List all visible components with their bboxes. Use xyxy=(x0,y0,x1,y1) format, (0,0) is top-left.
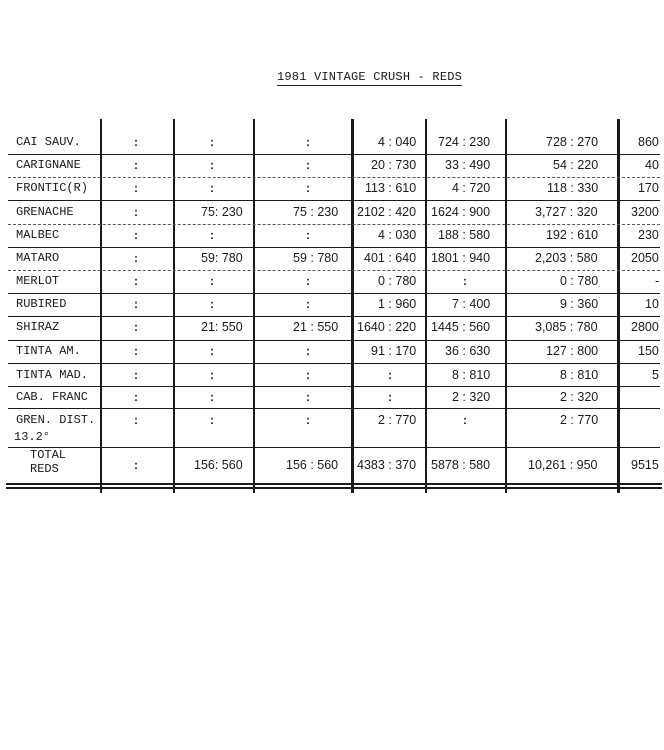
table-cell-c6: 192 : 610 xyxy=(546,228,599,242)
variety-label: TINTA AM. xyxy=(16,344,81,358)
total-double-rule xyxy=(6,487,662,489)
table-cell-c5: 2 : 320 xyxy=(452,390,491,404)
table-cell-c1: : xyxy=(134,413,138,427)
table-cell-c7: 2050 xyxy=(631,251,659,265)
table-cell-c4: 4 : 030 xyxy=(378,228,417,242)
table-cell-c1: : xyxy=(134,390,138,404)
table-cell-c5: 1624 : 900 xyxy=(431,205,491,219)
table-cell-c4: 2102 : 420 xyxy=(357,205,417,219)
table-cell-c5: : xyxy=(463,274,467,288)
table-cell-c1: : xyxy=(134,158,138,172)
total-cell-c1: : xyxy=(134,458,138,472)
variety-label: SHIRAZ xyxy=(16,320,60,334)
row-rule xyxy=(8,154,660,155)
table-cell-c4: : xyxy=(388,390,392,404)
table-cell-c3: 59 : 780 xyxy=(293,251,339,265)
table-cell-c7: 5 xyxy=(652,368,659,382)
table-cell-c7: 3200 xyxy=(631,205,659,219)
table-cell-c6: 2 : 320 xyxy=(560,390,599,404)
table-cell-c1: : xyxy=(134,297,138,311)
total-cell-c3: 156 : 560 xyxy=(286,458,339,472)
table-cell-c4: 1 : 960 xyxy=(378,297,417,311)
table-cell-c5: 33 : 490 xyxy=(445,158,491,172)
total-cell-c4: 4383 : 370 xyxy=(357,458,417,472)
table-cell-c3: 75 : 230 xyxy=(293,205,339,219)
table-cell-c1: : xyxy=(134,274,138,288)
table-cell-c2: : xyxy=(210,274,214,288)
table-cell-c6: 8 : 810 xyxy=(560,368,599,382)
table-cell-c3: : xyxy=(306,344,310,358)
table-cell-c6: 9 : 360 xyxy=(560,297,599,311)
row-rule xyxy=(8,340,660,341)
table-cell-c4: 4 : 040 xyxy=(378,135,417,149)
table-cell-c5: 1801 : 940 xyxy=(431,251,491,265)
table-cell-c1: : xyxy=(134,320,138,334)
row-rule xyxy=(8,270,660,271)
table-cell-c5: 1445 : 560 xyxy=(431,320,491,334)
table-cell-c3: : xyxy=(306,368,310,382)
table-cell-c1: : xyxy=(134,181,138,195)
table-cell-c2: : xyxy=(210,228,214,242)
table-cell-c7: 150 xyxy=(638,344,659,358)
variety-label: CAB. FRANC xyxy=(16,390,89,404)
table-cell-c2: 21: 550 xyxy=(201,320,243,334)
table-cell-c5: 8 : 810 xyxy=(452,368,491,382)
page-title: 1981 VINTAGE CRUSH - REDS xyxy=(277,70,463,84)
variety-label: TINTA MAD. xyxy=(16,368,89,382)
column-rule xyxy=(617,119,620,493)
table-cell-c5: 724 : 230 xyxy=(438,135,491,149)
table-cell-c2: : xyxy=(210,297,214,311)
table-cell-c3: : xyxy=(306,390,310,404)
row-rule xyxy=(8,293,660,294)
table-cell-c1: : xyxy=(134,228,138,242)
variety-label: GREN. DIST. xyxy=(16,413,96,427)
row-rule xyxy=(8,200,660,201)
table-cell-c3: 21 : 550 xyxy=(293,320,339,334)
table-cell-c4: 2 : 770 xyxy=(378,413,417,427)
variety-label: FRONTIC(R) xyxy=(16,181,89,195)
row-rule xyxy=(8,177,660,178)
table-cell-c1: : xyxy=(134,344,138,358)
variety-sublabel: 13.2° xyxy=(14,430,51,444)
table-cell-c7: - xyxy=(655,274,660,288)
table-cell-c7: 170 xyxy=(638,181,659,195)
table-cell-c6: 3,727 : 320 xyxy=(535,205,598,219)
table-cell-c4: 20 : 730 xyxy=(371,158,417,172)
table-cell-c5: : xyxy=(463,413,467,427)
table-cell-c6: 728 : 270 xyxy=(546,135,599,149)
variety-label: RUBIRED xyxy=(16,297,67,311)
table-cell-c4: 401 : 640 xyxy=(364,251,417,265)
column-rule xyxy=(100,119,102,493)
table-cell-c2: 75: 230 xyxy=(201,205,243,219)
table-cell-c6: 118 : 330 xyxy=(547,181,599,195)
table-cell-c3: : xyxy=(306,158,310,172)
total-label-2: REDS xyxy=(30,462,59,476)
table-cell-c3: : xyxy=(306,135,310,149)
table-cell-c1: : xyxy=(134,251,138,265)
total-cell-c6: 10,261 : 950 xyxy=(528,458,598,472)
table-cell-c6: 2 : 770 xyxy=(560,413,599,427)
table-cell-c4: 91 : 170 xyxy=(371,344,417,358)
table-cell-c5: 4 : 720 xyxy=(452,181,491,195)
table-cell-c2: : xyxy=(210,344,214,358)
variety-label: GRENACHE xyxy=(16,205,74,219)
table-cell-c3: : xyxy=(306,297,310,311)
table-cell-c1: : xyxy=(134,368,138,382)
row-rule xyxy=(8,408,660,409)
table-cell-c7: 10 xyxy=(645,297,659,311)
column-rule xyxy=(505,119,507,493)
table-cell-c6: 3,085 : 780 xyxy=(535,320,598,334)
row-rule xyxy=(8,363,660,364)
column-rule xyxy=(253,119,255,493)
table-cell-c3: : xyxy=(306,181,310,195)
row-rule xyxy=(8,247,660,248)
row-rule xyxy=(8,224,660,225)
table-cell-c5: 188 : 580 xyxy=(438,228,491,242)
table-cell-c2: : xyxy=(210,390,214,404)
table-cell-c1: : xyxy=(134,205,138,219)
row-rule xyxy=(8,386,660,387)
table-cell-c3: : xyxy=(306,274,310,288)
table-cell-c6: 127 : 800 xyxy=(546,344,599,358)
table-cell-c7: 230 xyxy=(638,228,659,242)
row-rule xyxy=(8,447,660,448)
row-rule xyxy=(8,316,660,317)
table-cell-c2: : xyxy=(210,413,214,427)
table-cell-c7: 40 xyxy=(645,158,659,172)
total-cell-c5: 5878 : 580 xyxy=(431,458,491,472)
table-cell-c5: 36 : 630 xyxy=(445,344,491,358)
table-cell-c6: 54 : 220 xyxy=(553,158,599,172)
table-cell-c4: 0 : 780 xyxy=(378,274,417,288)
table-cell-c2: 59: 780 xyxy=(201,251,243,265)
table-cell-c2: : xyxy=(210,368,214,382)
table-cell-c2: : xyxy=(210,181,214,195)
table-cell-c5: 7 : 400 xyxy=(452,297,491,311)
column-rule xyxy=(173,119,175,493)
table-cell-c4: 1640 : 220 xyxy=(357,320,417,334)
column-rule xyxy=(351,119,354,493)
variety-label: CARIGNANE xyxy=(16,158,81,172)
table-cell-c2: : xyxy=(210,135,214,149)
table-cell-c3: : xyxy=(306,228,310,242)
total-label: TOTAL xyxy=(30,448,67,462)
table-cell-c6: 2,203 : 580 xyxy=(535,251,598,265)
total-double-rule xyxy=(6,483,662,485)
variety-label: MATARO xyxy=(16,251,60,265)
table-cell-c3: : xyxy=(306,413,310,427)
variety-label: CAI SAUV. xyxy=(16,135,81,149)
table-cell-c2: : xyxy=(210,158,214,172)
table-cell-c6: 0 : 780 xyxy=(560,274,599,288)
table-cell-c7: 2800 xyxy=(631,320,659,334)
table-cell-c1: : xyxy=(134,135,138,149)
table-cell-c4: : xyxy=(388,368,392,382)
column-rule xyxy=(425,119,427,493)
variety-label: MALBEC xyxy=(16,228,60,242)
variety-label: MERLOT xyxy=(16,274,60,288)
total-cell-c7: 9515 xyxy=(631,458,659,472)
total-cell-c2: 156: 560 xyxy=(194,458,243,472)
table-cell-c4: 113 : 610 xyxy=(365,181,417,195)
table-cell-c7: 860 xyxy=(638,135,659,149)
